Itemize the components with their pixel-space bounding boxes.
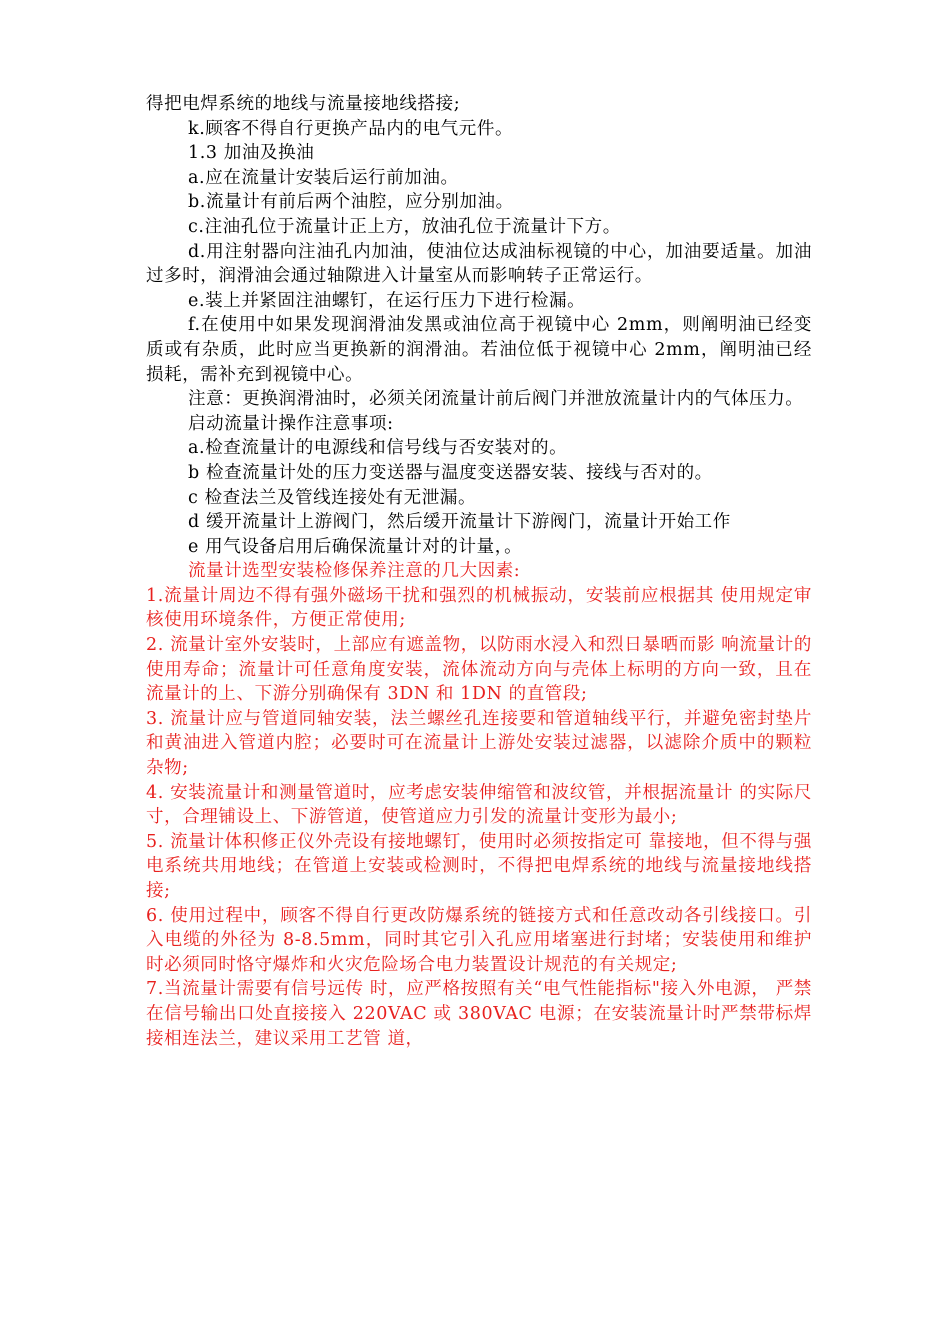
red-paragraph: 6. 使用过程中，顾客不得自行更改防爆系统的链接方式和任意改动各引线接口。引入电缆的外径为 8-8.5mm，同时其它引入孔应用堵塞进行封堵；安装使用和维护时必须同时恪守爆炸和火灾危险场合电力装置设计规范的有关规定; [146,905,812,975]
document-page [146,92,812,1051]
selection-factors-section [146,559,812,1051]
body-paragraph: f.在使用中如果发现润滑油发黑或油位高于视镜中心 2mm，则阐明油已经变质或有杂质，此时应当更换新的润滑油。若油位低于视镜中心 2mm，阐明油已经损耗，需补充到视镜中心。 [146,315,812,385]
red-paragraph: 1.流量计周边不得有强外磁场干扰和强烈的机械振动，安装前应根据其 使用规定审核使用环境条件，方便正常使用; [146,585,812,631]
body-paragraph: 启动流量计操作注意事项: [188,413,394,434]
body-paragraph: e 用气设备启用后确保流量计对的计量，。 [188,536,523,557]
body-paragraph: e.装上并紧固注油螺钉，在运行压力下进行检漏。 [188,290,586,311]
body-paragraph: b 检查流量计处的压力变送器与温度变送器安装、接线与否对的。 [188,462,713,483]
maintenance-section [146,92,812,559]
red-paragraph: 5. 流量计体积修正仪外壳设有接地螺钉，使用时必须按指定可 靠接地，但不得与强电系统共用地线；在管道上安装或检测时，不得把电焊系统的地线与流量接地线搭接; [146,831,812,901]
red-paragraph: 7.当流量计需要有信号远传 时，应严格按照有关“电气性能指标"接入外电源， 严禁在信号输出口处直接接入 220VAC 或 380VAC 电源；在安装流量计时严禁带标焊接相连法兰，建议采用工艺管 道， [146,979,812,1049]
body-paragraph: 得把电焊系统的地线与流量接地线搭接; [146,94,461,114]
red-paragraph: 4. 安装流量计和测量管道时，应考虑安装伸缩管和波纹管，并根据流量计 的实际尺寸，合理铺设上、下游管道，使管道应力引发的流量计变形为最小; [146,782,812,828]
body-paragraph: d.用注射器向注油孔内加油，使油位达成油标视镜的中心，加油要适量。加油过多时，润滑油会通过轴隙进入计量室从而影响转子正常运行。 [146,241,812,287]
body-paragraph: k.顾客不得自行更换产品内的电气元件。 [188,118,514,139]
body-paragraph: d 缓开流量计上游阀门，然后缓开流量计下游阀门，流量计开始工作 [188,512,731,533]
body-paragraph: 1.3 加油及换油 [188,143,315,164]
body-paragraph: b.流量计有前后两个油腔，应分别加油。 [188,192,514,213]
body-paragraph: c 检查法兰及管线连接处有无泄漏。 [188,487,477,508]
red-paragraph: 2. 流量计室外安装时，上部应有遮盖物，以防雨水浸入和烈日暴晒而影 响流量计的使用寿命；流量计可任意角度安装，流体流动方向与壳体上标明的方向一致，且在流量计的上、下游分别确保有 3DN 和 1DN 的直管段; [146,635,812,705]
body-paragraph: 注意：更换润滑油时，必须关闭流量计前后阀门并泄放流量计内的气体压力。 [188,389,804,410]
body-paragraph: c.注油孔位于流量计正上方，放油孔位于流量计下方。 [188,216,621,237]
red-paragraph: 流量计选型安装检修保养注意的几大因素: [188,561,521,582]
red-paragraph: 3. 流量计应与管道同轴安装，法兰螺丝孔连接要和管道轴线平行，并避免密封垫片和黄油进入管道内腔；必要时可在流量计上游处安装过滤器，以滤除介质中的颗粒杂物; [146,708,812,779]
body-paragraph: a.检查流量计的电源线和信号线与否安装对的。 [188,438,568,459]
body-paragraph: a.应在流量计安装后运行前加油。 [188,167,459,188]
